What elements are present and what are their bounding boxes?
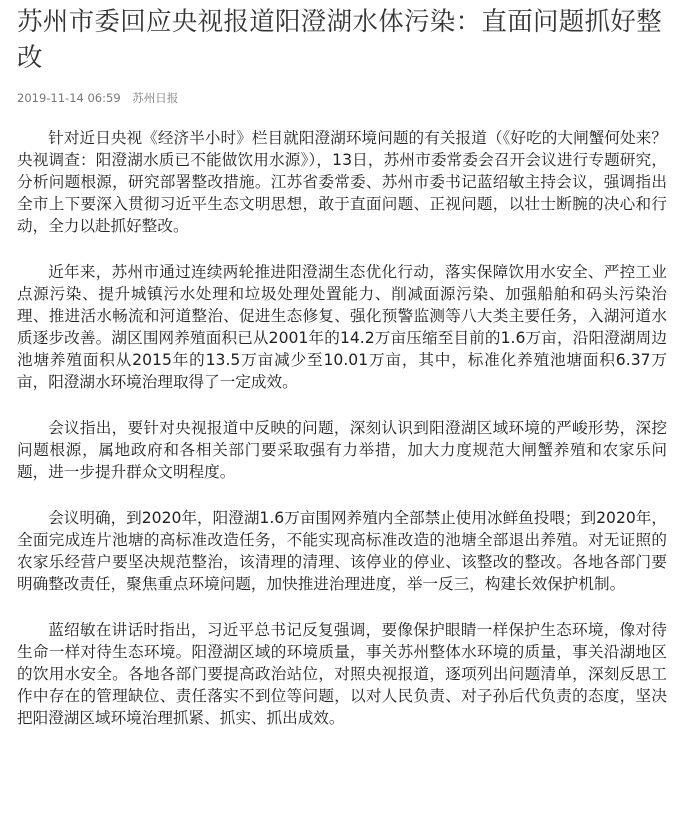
article-source: 苏州日报 [132,91,179,105]
article-title: 苏州市委回应央视报道阳澄湖水体污染：直面问题抓好整改 [17,7,663,73]
publish-date: 2019-11-14 06:59 [17,91,121,105]
paragraph: 会议明确，到2020年，阳澄湖1.6万亩围网养殖内全部禁止使用冰鲜鱼投喂；到2020年，全面完成连片池塘的高标准改造任务，不能实现高标准改造的池塘全部退出养殖。对无证照的农家乐经营户要坚决规范整治，该清理的清理、该停业的停业、该整改的整改。各地各部门要明确整改责任，聚焦重点环境问题，加快推进治理进度，举一反三，构建长效保护机制。 [17,509,667,593]
article-meta [17,90,667,106]
paragraph: 近年来，苏州市通过连续两轮推进阳澄湖生态优化行动，落实保障饮用水安全、严控工业点源污染、提升城镇污水处理和垃圾处理处置能力、削减面源污染、加强船舶和码头污染治理、推进活水畅流和河道整治、促进生态修复、强化预警监测等八大类主要任务，入湖河道水质逐步改善。湖区围网养殖面积已从2001年的14.2万亩压缩至目前的1.6万亩，沿阳澄湖周边池塘养殖面积从2015年的13.5万亩减少至10.01万亩，其中，标准化养殖池塘面积6.37万亩，阳澄湖水环境治理取得了一定成效。 [17,263,667,391]
paragraph: 会议指出，要针对央视报道中反映的问题，深刻认识到阳澄湖区域环境的严峻形势，深挖问题根源，属地政府和各相关部门要采取强有力举措，加大力度规范大闸蟹养殖和农家乐问题，进一步提升群众文明程度。 [17,419,667,481]
paragraph: 针对近日央视《经济半小时》栏目就阳澄湖环境问题的有关报道（《好吃的大闸蟹何处来？央视调查：阳澄湖水质已不能做饮用水源》），13日，苏州市委常委会召开会议进行专题研究，分析问题根源，研究部署整改措施。江苏省委常委、苏州市委书记蓝绍敏主持会议，强调指出全市上下要深入贯彻习近平生态文明思想，敢于直面问题、正视问题，以壮士断腕的决心和行动，全力以赴抓好整改。 [17,129,667,235]
article-body [17,127,667,729]
paragraph: 蓝绍敏在讲话时指出，习近平总书记反复强调，要像保护眼睛一样保护生态环境，像对待生命一样对待生态环境。阳澄湖区域的环境质量，事关苏州整体水环境的质量，事关沿湖地区的饮用水安全。各地各部门要提高政治站位，对照央视报道，逐项列出问题清单，深刻反思工作中存在的管理缺位、责任落实不到位等问题，以对人民负责、对子孙后代负责的态度，坚决把阳澄湖区域环境治理抓紧、抓实、抓出成效。 [17,621,667,727]
